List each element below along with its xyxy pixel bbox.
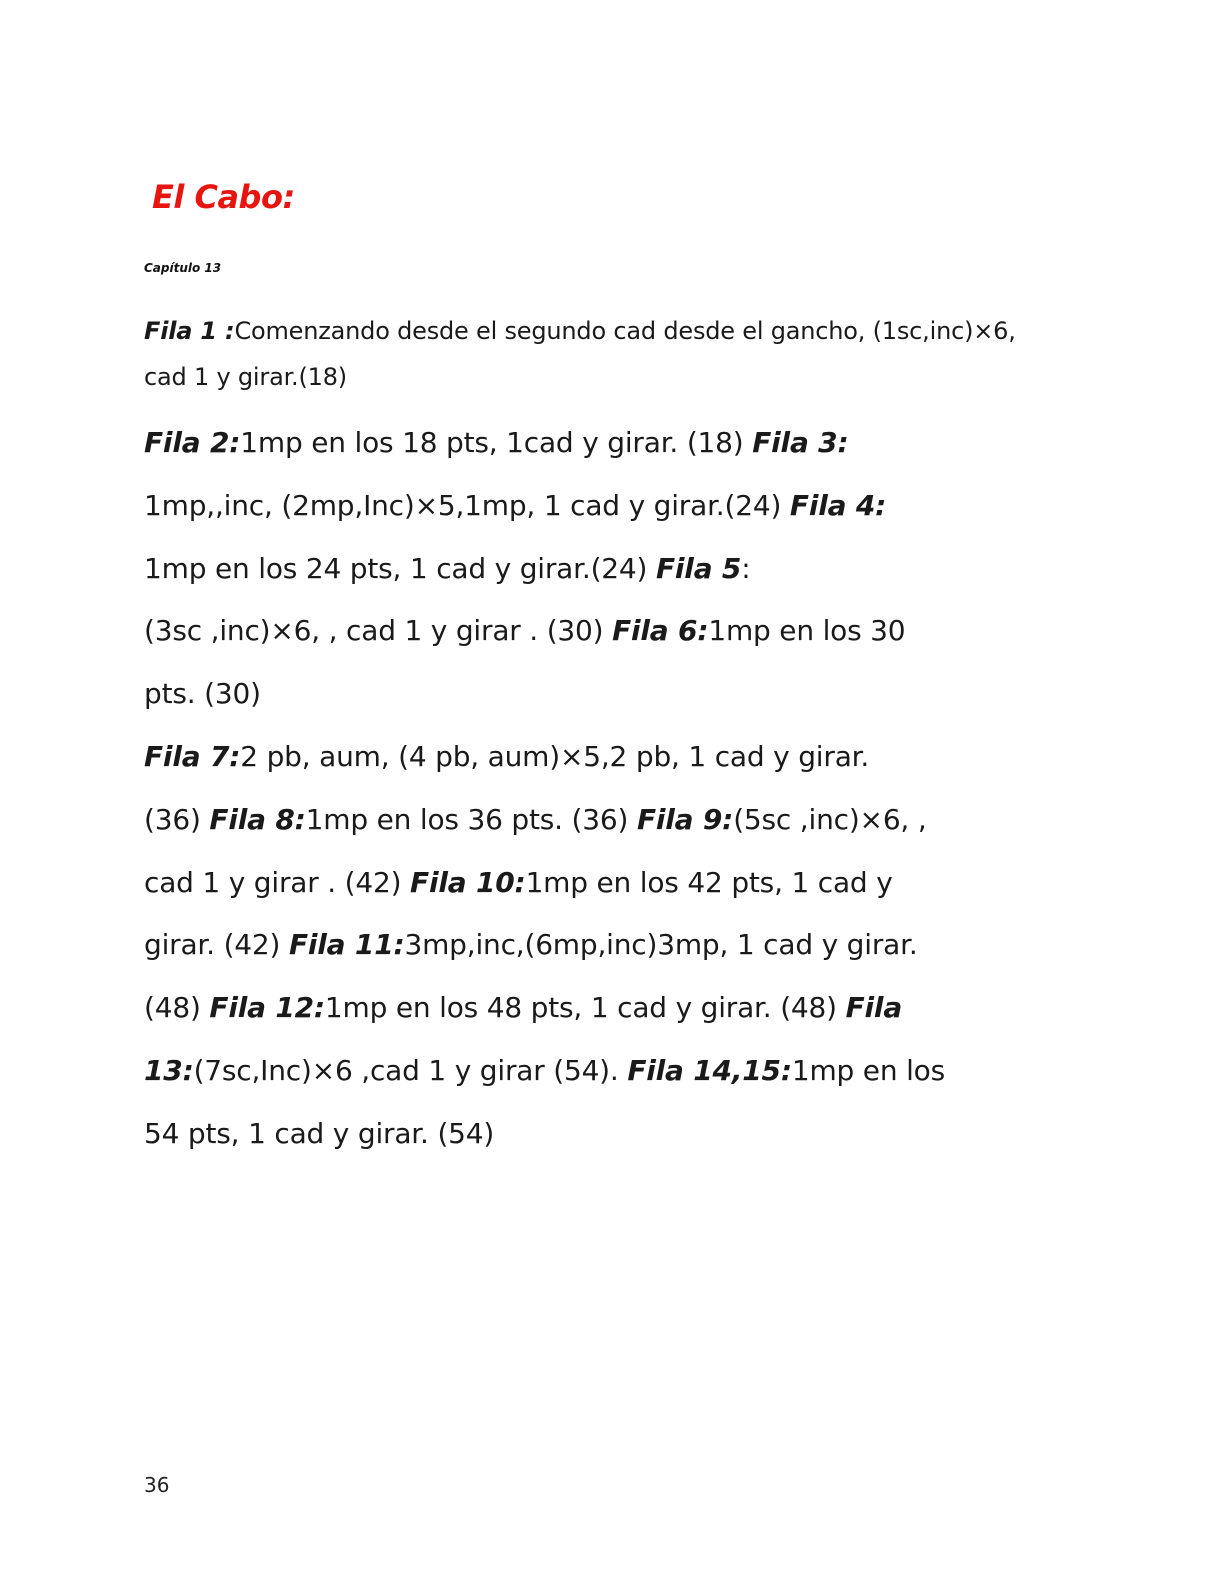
instruction-line xyxy=(144,789,1084,852)
row-instruction: cad 1 y girar . (42) xyxy=(144,865,411,899)
row-label: Fila 2: xyxy=(144,426,241,459)
row-instruction: (5sc ,inc)×6, , xyxy=(733,802,927,836)
row-label: Fila 10: xyxy=(410,865,526,899)
row-instruction: 1mp en los 18 pts, 1cad y girar. (18) xyxy=(240,426,753,459)
row-instruction: (7sc,Inc)×6 ,cad 1 y girar (54). xyxy=(193,1053,628,1087)
row-label: Fila 14,15: xyxy=(627,1053,792,1087)
row-instruction: (36) xyxy=(144,802,210,836)
row-instruction: 1mp,,inc, (2mp,Inc)×5,1mp, 1 cad y girar.(24) xyxy=(144,488,790,522)
row-instruction: 1mp en los 42 pts, 1 cad y xyxy=(525,865,893,899)
row-label: Fila 9: xyxy=(636,802,734,836)
row-instruction: 3mp,inc,(6mp,inc)3mp, 1 cad y girar. xyxy=(404,928,918,962)
row-label: Fila 7: xyxy=(144,739,241,773)
row-instruction: 1mp en los 24 pts, 1 cad y girar.(24) xyxy=(144,551,656,585)
row-instruction: Comenzando desde el segundo cad desde el gancho, (1sc,inc)×6, xyxy=(234,317,1016,345)
row-label: Fila 12: xyxy=(209,991,325,1025)
instruction-line xyxy=(144,852,1084,915)
row-instruction: 1mp en los 36 pts. (36) xyxy=(305,802,637,836)
chapter-label: Capítulo 13 xyxy=(144,261,222,275)
row-instruction: 2 pb, aum, (4 pb, aum)×5,2 pb, 1 cad y girar. xyxy=(240,739,870,773)
row-instruction: 54 pts, 1 cad y girar. (54) xyxy=(144,1116,495,1150)
row-1-line-1 xyxy=(144,308,1064,354)
row-label: Fila 3: xyxy=(752,426,849,459)
row-label: Fila 4: xyxy=(789,488,887,522)
instruction-line xyxy=(144,663,1084,726)
instruction-line xyxy=(144,538,1084,601)
row-instruction: cad 1 y girar.(18) xyxy=(144,363,347,391)
row-instruction: 1mp en los 48 pts, 1 cad y girar. (48) xyxy=(324,991,846,1025)
row-label: Fila 8: xyxy=(209,802,306,836)
instruction-line xyxy=(144,977,1084,1040)
row-instruction: 1mp en los 30 xyxy=(708,614,906,648)
section-title: El Cabo: xyxy=(152,178,295,216)
row-1-paragraph xyxy=(144,308,1064,400)
row-label: Fila xyxy=(845,991,903,1025)
row-instruction: : xyxy=(741,551,751,585)
row-instruction: girar. (42) xyxy=(144,928,289,962)
row-label: 13: xyxy=(144,1053,194,1087)
instruction-line xyxy=(144,600,1084,663)
page-number: 36 xyxy=(144,1473,170,1497)
row-label: Fila 11: xyxy=(288,928,405,962)
instruction-line xyxy=(144,1040,1084,1103)
row-label: Fila 5 xyxy=(655,551,742,585)
row-label: Fila 6: xyxy=(612,614,709,648)
instruction-line xyxy=(144,1103,1084,1166)
row-instruction: (3sc ,inc)×6, , cad 1 y girar . (30) xyxy=(144,614,613,648)
row-1-line-2 xyxy=(144,354,1064,400)
instruction-line xyxy=(144,412,1084,475)
row-instruction: pts. (30) xyxy=(144,677,261,711)
row-label: Fila 1 : xyxy=(144,317,235,345)
instruction-line xyxy=(144,475,1084,538)
row-instruction: 1mp en los xyxy=(791,1053,945,1087)
pattern-instructions xyxy=(144,412,1084,1166)
row-instruction: (48) xyxy=(144,991,210,1025)
instruction-line xyxy=(144,726,1084,789)
instruction-line xyxy=(144,914,1084,977)
